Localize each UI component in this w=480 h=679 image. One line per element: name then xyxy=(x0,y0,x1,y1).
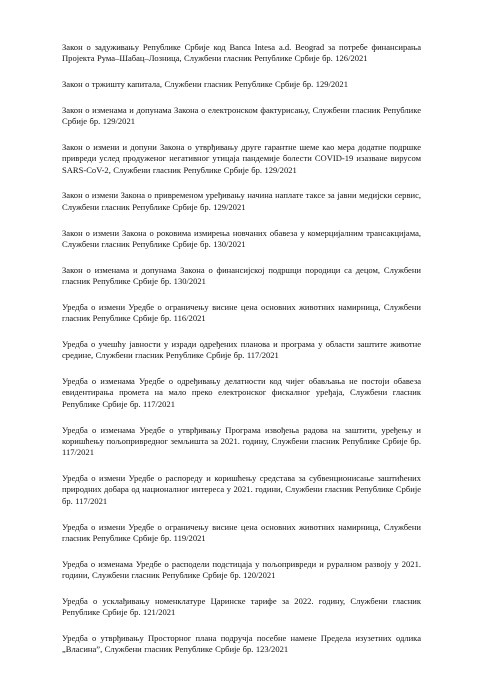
legislation-entry: Закон о изменама и допунама Закона о финансијској подршци породици са децом, Службени гласник Републике Србије бр. 130/2021 xyxy=(62,264,421,287)
legislation-entry: Уредба о усклађивању номенклатуре Царинске тарифе за 2022. годину, Службени гласник Републике Србије бр. 121/2021 xyxy=(62,595,421,618)
legislation-entry: Уредба о утврђивању Просторног плана подручја посебне намене Предела изузетних одлика „Власина”, Службени гласник Републике Србије бр. 123/2021 xyxy=(62,632,421,655)
legislation-entry: Уредба о изменама Уредбе о утврђивању Програма извођења радова на заштити, уређењу и коришћењу пољопривредног земљишта за 2021. годину, Службени гласник Републике Србије бр. 117/2021 xyxy=(62,424,421,458)
legislation-entry: Уредба о учешћу јавности у изради одређених планова и програма у области заштите животне средине, Службени гласник Републике Србије бр. 117/2021 xyxy=(62,338,421,361)
legislation-entry: Уредба о измени Уредбе о ограничењу висине цена основних животних намирница, Службени гласник Републике Србије бр. 116/2021 xyxy=(62,301,421,324)
legislation-list xyxy=(62,42,421,670)
legislation-entry: Закон о тржишту капитала, Службени гласник Републике Србије бр. 129/2021 xyxy=(62,79,348,90)
legislation-entry: Уредба о измени Уредбе о распореду и коришћењу средстава за субвенционисање заштићених природних добара од националног интереса у 2021. години, Службени гласник Републике Србије бр. 117/2021 xyxy=(62,473,421,506)
legislation-entry: Закон о задуживању Републике Србије код Banca Intesa a.d. Beograd за потребе финансирања Пројекта Рума–Шабац–Лозница, Службени гласник Републике Србије бр. 126/2021 xyxy=(62,42,421,64)
legislation-entry: Уредба о измени Уредбе о ограничењу висине цена основних животних намирница, Службени гласник Републике Србије бр. 119/2021 xyxy=(62,521,421,543)
legislation-entry: Уредба о изменама Уредбе о одређивању делатности код чијег обављања не постоји обавеза евидентирања промета на мало преко електронског фискалног уређаја, Службени гласник Републике Србије бр. 117/2021 xyxy=(62,375,421,409)
legislation-entry: Закон о измени и допуни Закона о утврђивању друге гарантне шеме као мера додатне подршке привреди услед продуженог негативног утицаја пандемије болести COVID-19 изазване вирусом SARS-CoV-2, Службени гласник Републике Србије бр. 129/2021 xyxy=(62,141,421,175)
legislation-entry: Уредба о изменама Уредбе о расподели подстицаја у пољопривреди и руралном развоју у 2021. години, Службени гласник Републике Србије бр. 120/2021 xyxy=(62,558,421,581)
legislation-entry: Закон о измени Закона о привременом уређивању начина наплате таксе за јавни медијски сервис, Службени гласник Републике Србије бр. 129/2021 xyxy=(62,190,421,212)
legislation-entry: Закон о измени Закона о роковима измирења новчаних обавеза у комерцијалним трансакцијама, Службени гласник Републике Србије бр. 130/2021 xyxy=(62,227,421,249)
legislation-entry: Закон о изменама и допунама Закона о електронском фактурисању, Службени гласник Републике Србије бр. 129/2021 xyxy=(62,104,421,127)
